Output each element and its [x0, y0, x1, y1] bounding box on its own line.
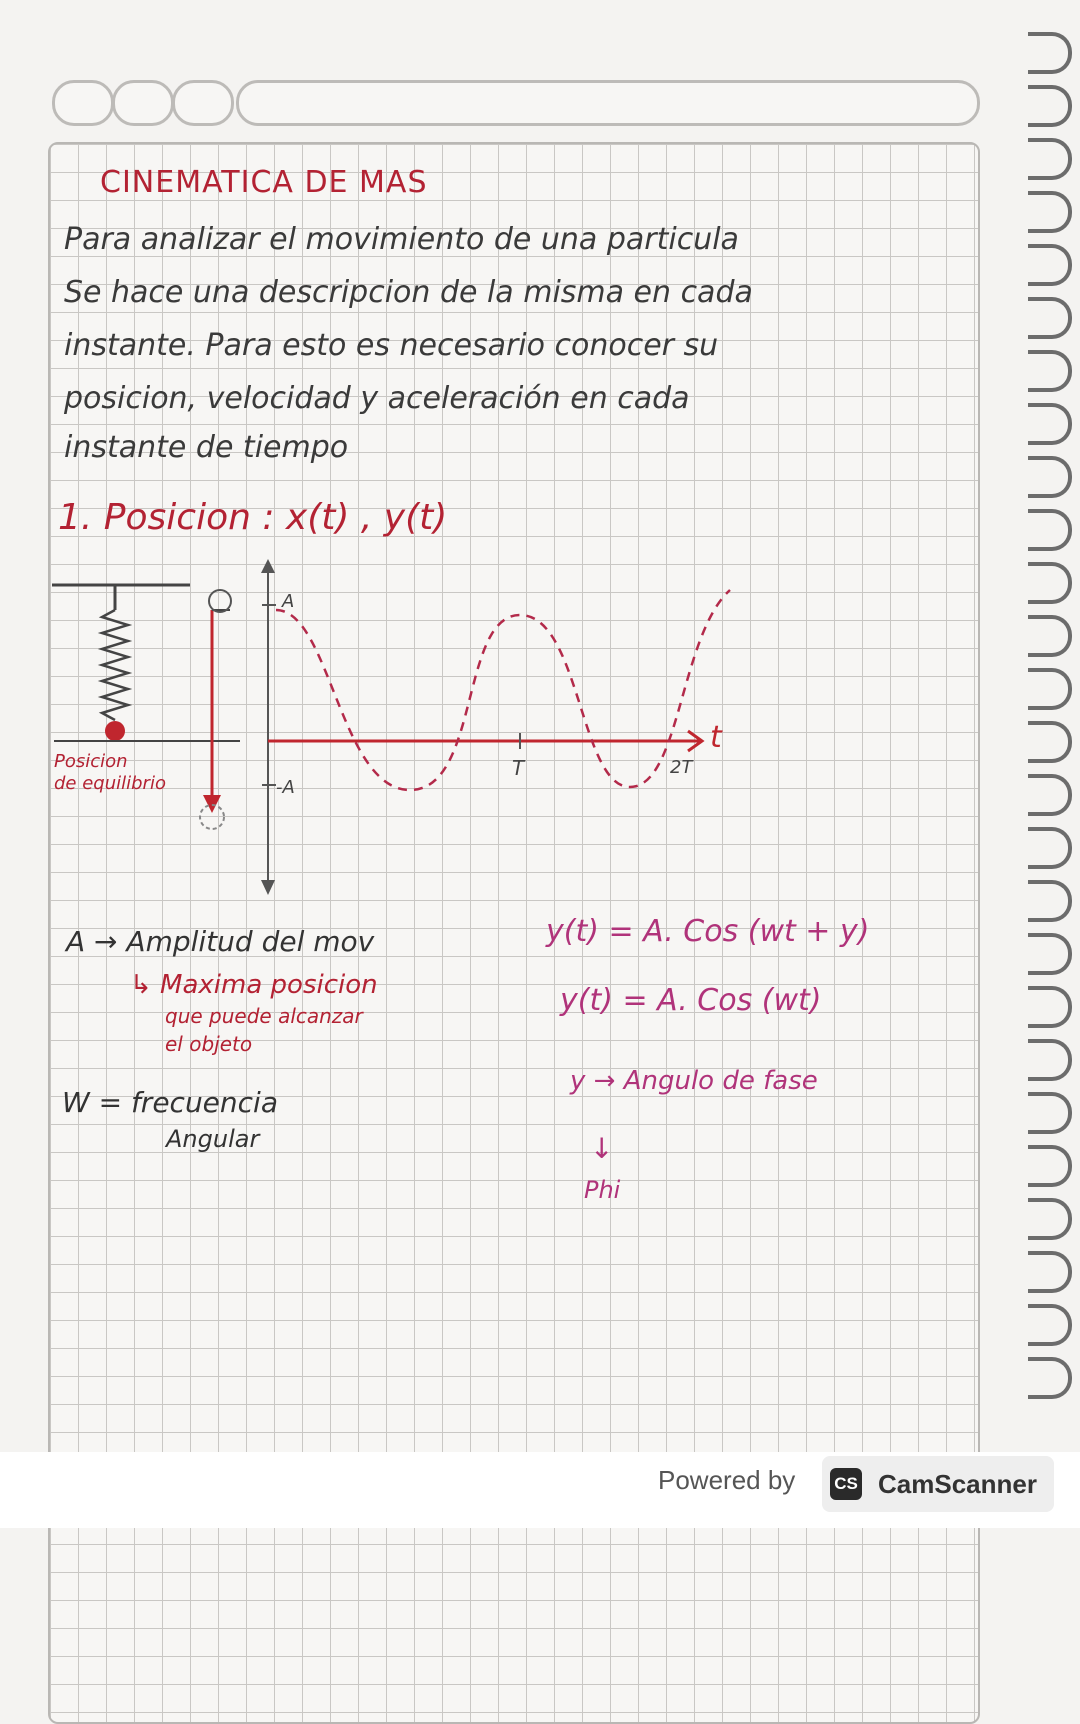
binding-ring — [1028, 880, 1072, 922]
header-pill-2 — [112, 80, 174, 126]
binding-ring — [1028, 774, 1072, 816]
equation-simple: y(t) = A. Cos (wt) — [560, 983, 822, 1018]
binding-ring — [1028, 1039, 1072, 1081]
camscanner-badge — [822, 1456, 1054, 1512]
binding-ring — [1028, 721, 1072, 763]
phi-label: Phi — [584, 1176, 621, 1204]
binding-ring — [1028, 615, 1072, 657]
binding-ring — [1028, 350, 1072, 392]
equation-general: y(t) = A. Cos (wt + y) — [546, 914, 870, 949]
binding-ring — [1028, 138, 1072, 180]
label-A-top: A — [282, 591, 295, 612]
binding-ring — [1028, 297, 1072, 339]
paragraph-line-1: Para analizar el movimiento de una particula — [64, 222, 739, 257]
binding-ring — [1028, 85, 1072, 127]
binding-ring — [1028, 668, 1072, 710]
label-equilibrium-2: de equilibrio — [54, 773, 166, 794]
binding-ring — [1028, 986, 1072, 1028]
binding-ring — [1028, 32, 1072, 74]
cosine-curve — [276, 590, 730, 790]
paragraph-line-4: posicion, velocidad y aceleración en cada — [64, 381, 690, 416]
label-A-bottom: -A — [276, 777, 295, 798]
label-t: t — [710, 720, 722, 755]
header-pill-3 — [172, 80, 234, 126]
binding-ring — [1028, 509, 1072, 551]
header-bar — [236, 80, 980, 126]
oscillation-diagram — [40, 555, 800, 905]
def-amplitude-detail-3: el objeto — [165, 1032, 253, 1056]
binding-ring — [1028, 1092, 1072, 1134]
binding-ring — [1028, 1357, 1072, 1399]
def-amplitude: A → Amplitud del mov — [66, 925, 375, 958]
paragraph-line-3: instante. Para esto es necesario conocer su — [64, 328, 719, 363]
notes-title: CINEMATICA DE MAS — [100, 165, 428, 200]
phase-arrow: ↓ — [590, 1132, 614, 1165]
ball-top-outline — [209, 590, 231, 612]
binding-ring — [1028, 562, 1072, 604]
def-amplitude-detail-1: ↳ Maxima posicion — [130, 970, 378, 1000]
label-2T: 2T — [670, 757, 693, 778]
def-omega-2: Angular — [166, 1125, 260, 1153]
y-axis-arrow — [261, 880, 275, 895]
binding-ring — [1028, 403, 1072, 445]
y-axis-arrow-top — [261, 559, 275, 573]
def-omega-1: W = frecuencia — [62, 1086, 278, 1119]
powered-by-text: Powered by — [658, 1465, 796, 1495]
binding-ring — [1028, 244, 1072, 286]
paragraph-line-2: Se hace una descripcion de la misma en cada — [64, 275, 753, 310]
spiral-binding — [1010, 20, 1080, 1700]
camscanner-brand: CamScanner — [878, 1469, 1037, 1499]
binding-ring — [1028, 1145, 1072, 1187]
binding-ring — [1028, 1198, 1072, 1240]
binding-ring — [1028, 1251, 1072, 1293]
label-T: T — [512, 756, 525, 780]
section-heading-position: 1. Posicion : x(t) , y(t) — [58, 497, 448, 538]
phase-angle-note: y → Angulo de fase — [570, 1066, 818, 1096]
paragraph-line-5: instante de tiempo — [64, 430, 349, 465]
def-amplitude-detail-2: que puede alcanzar — [165, 1004, 363, 1028]
binding-ring — [1028, 1304, 1072, 1346]
mass-ball — [105, 721, 125, 741]
binding-ring — [1028, 827, 1072, 869]
camscanner-logo-icon: CS — [830, 1468, 862, 1500]
binding-ring — [1028, 456, 1072, 498]
binding-ring — [1028, 933, 1072, 975]
binding-ring — [1028, 191, 1072, 233]
spring — [102, 610, 128, 720]
header-pill-1 — [52, 80, 114, 126]
label-equilibrium-1: Posicion — [54, 751, 128, 772]
